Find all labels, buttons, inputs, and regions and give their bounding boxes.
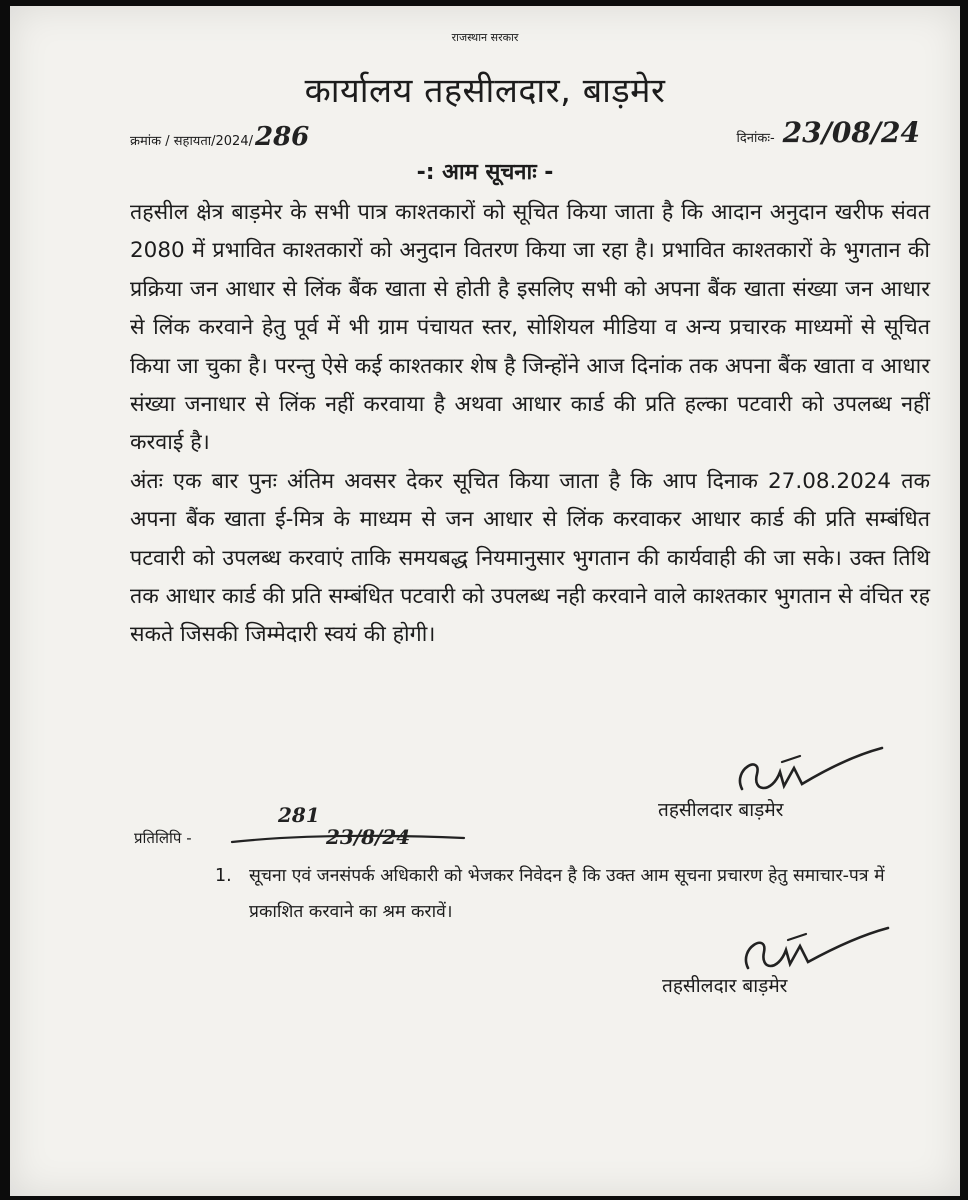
reference-label: क्रमांक / सहायता/2024/ [130, 134, 253, 149]
notice-paragraph-2: अंतः एक बार पुनः अंतिम अवसर देकर सूचित किया जाता है कि आप दिनाक 27.08.2024 तक अपना बैंक खाता ई-मित्र के माध्यम से जन आधार से लिंक करवाकर आधार कार्ड की प्रति सम्बंधित पटवारी को उपलब्ध करवाएं ताकि समयबद्ध नियमानुसार भुगतान की कार्यवाही की जा सके। उक्त तिथि तक आधार कार्ड की प्रति सम्बंधित पटवारी को उपलब्ध नही करवाने वाले काश्तकार भुगतान से वंचित रह सकते जिसकी जिम्मेदारी स्वयं की होगी। [130, 468, 930, 648]
issue-date [736, 116, 920, 149]
copy-label: प्रतिलिपि - [134, 829, 192, 847]
notice-heading: -: आम सूचनाः - [416, 160, 554, 185]
copy-number: 281 [278, 803, 320, 827]
copy-item-text: सूचना एवं जनसंपर्क अधिकारी को भेजकर निवेदन है कि उक्त आम सूचना प्रचारण हेतु समाचार-पत्र में प्रकाशित करवाने का श्रम करावें। [249, 866, 885, 922]
copy-handwritten-line [228, 832, 468, 846]
signature-scribble-2 [726, 920, 896, 980]
notice-document [10, 6, 960, 1196]
date-handwritten-value: 23/08/24 [782, 116, 920, 149]
copy-date: 23/8/24 [326, 825, 411, 849]
notice-body [130, 194, 930, 655]
government-name: राजस्थान सरकार [451, 31, 519, 44]
signature-title-2: तहसीलदार बाड़मेर [662, 975, 788, 997]
signature-scribble-1 [722, 744, 892, 804]
notice-paragraph-1: तहसील क्षेत्र बाड़मेर के सभी पात्र काश्तकारों को सूचित किया जाता है कि आदान अनुदान खरीफ संवत 2080 में प्रभावित काश्तकारों को अनुदान वितरण किया जा रहा है। प्रभावित काश्तकारों के भुगतान की प्रक्रिया जन आधार से लिंक बैंक खाता से होती है इसलिए सभी को अपना बैंक खाता संख्या जन आधार से लिंक करवाने हेतु पूर्व में भी ग्राम पंचायत स्तर, सोशियल मीडिया व अन्य प्रचारक माध्यमों से सूचित किया जा चुका है। परन्तु ऐसे कई काश्तकार शेष है जिन्होंने आज दिनांक तक अपना बैंक खाता व आधार संख्या जनाधार से लिंक नहीं करवाया है अथवा आधार कार्ड की प्रति हल्का पटवारी को उपलब्ध नहीं करवाई है। [130, 200, 930, 456]
date-label: दिनांकः- [736, 131, 775, 146]
copy-item-number: 1. [215, 866, 232, 886]
signature-title-1: तहसीलदार बाड़मेर [658, 799, 784, 821]
reference-number [130, 122, 309, 152]
reference-handwritten-number: 286 [254, 122, 310, 152]
office-title: कार्यालय तहसीलदार, बाड़मेर [304, 71, 666, 111]
